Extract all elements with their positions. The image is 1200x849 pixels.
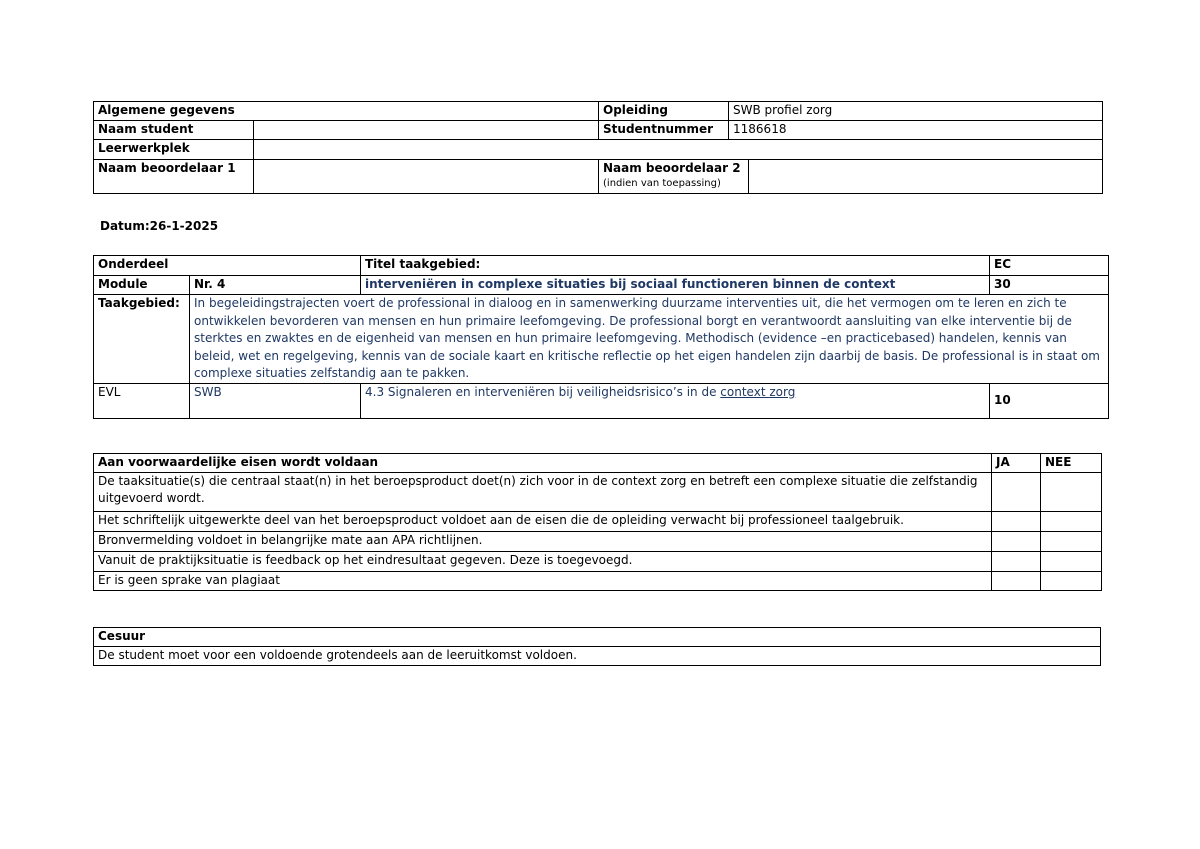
ja-checkbox[interactable] — [992, 512, 1041, 532]
titel-taakgebied-label: Titel taakgebied: — [361, 256, 990, 276]
beoordelaar2-label-cell — [599, 160, 749, 194]
nee-checkbox[interactable] — [1041, 512, 1102, 532]
cesuur-text: De student moet voor een voldoende grotendeels aan de leeruitkomst voldoen. — [94, 647, 1101, 666]
requirement-item: De taaksituatie(s) die centraal staat(n) in het beroepsproduct doet(n) zich voor in de context zorg en betreft een complexe situatie die zelfstandig uitgevoerd wordt. — [94, 473, 992, 512]
beoordelaar1-field[interactable] — [254, 160, 599, 194]
evl-title-cell — [361, 383, 990, 418]
requirement-item: Bronvermelding voldoet in belangrijke mate aan APA richtlijnen. — [94, 532, 992, 552]
cesuur-heading: Cesuur — [94, 628, 1101, 647]
studentnummer-value: 1186618 — [729, 121, 1103, 140]
requirement-item: Vanuit de praktijksituatie is feedback op het eindresultaat gegeven. Deze is toegevoegd. — [94, 552, 992, 572]
naam-student-field[interactable] — [254, 121, 599, 140]
ja-header: JA — [992, 454, 1041, 473]
ja-checkbox[interactable] — [992, 473, 1041, 512]
nee-header: NEE — [1041, 454, 1102, 473]
ec-value: 30 — [990, 276, 1109, 295]
taakgebied-label: Taakgebied: — [94, 295, 190, 384]
beoordelaar1-label: Naam beoordelaar 1 — [94, 160, 254, 194]
evl-swb: SWB — [190, 383, 361, 418]
module-label: Module — [94, 276, 190, 295]
evl-context-link[interactable]: context zorg — [720, 384, 796, 399]
evl-label: EVL — [94, 383, 190, 418]
cesuur-table — [93, 627, 1101, 666]
beoordelaar2-field[interactable] — [749, 160, 1103, 194]
datum: Datum:26-1-2025 — [100, 219, 219, 233]
ja-checkbox[interactable] — [992, 572, 1041, 591]
ec-label: EC — [990, 256, 1109, 276]
leerwerkplek-field[interactable] — [254, 140, 1103, 160]
onderdeel-label: Onderdeel — [94, 256, 361, 276]
nee-checkbox[interactable] — [1041, 473, 1102, 512]
requirements-table — [93, 453, 1102, 591]
studentnummer-label: Studentnummer — [599, 121, 729, 140]
ja-checkbox[interactable] — [992, 552, 1041, 572]
requirements-heading: Aan voorwaardelijke eisen wordt voldaan — [94, 454, 992, 473]
beoordelaar2-note: (indien van toepassing) — [603, 178, 721, 189]
module-table — [93, 255, 1109, 419]
opleiding-label: Opleiding — [599, 102, 729, 121]
beoordelaar2-label: Naam beoordelaar 2 — [603, 161, 741, 175]
module-nr: Nr. 4 — [190, 276, 361, 295]
ja-checkbox[interactable] — [992, 532, 1041, 552]
taakgebied-text: In begeleidingstrajecten voert de professional in dialoog en in samenwerking duurzame interventies uit, die het vermogen om te leren en zich te ontwikkelen bevorderen van mensen en hun primaire leefomgeving. De professional borgt en verantwoordt aansluiting van elke interventie bij de sterktes en zwaktes en de eigenheid van mensen en hun primaire leefomgeving. Methodisch (evidence –en practicebased) handelen, kennis van beleid, wet en regelgeving, kennis van de sociale kaart en kritische reflectie op het eigen handelen zijn daarbij de basis. De professional is in staat om complexe situaties zelfstandig aan te pakken. — [190, 295, 1109, 384]
requirement-item: Het schriftelijk uitgewerkte deel van het beroepsproduct voldoet aan de eisen die de opleiding verwacht bij professioneel taalgebruik. — [94, 512, 992, 532]
nee-checkbox[interactable] — [1041, 532, 1102, 552]
nee-checkbox[interactable] — [1041, 552, 1102, 572]
evl-ec: 10 — [990, 383, 1109, 418]
nee-checkbox[interactable] — [1041, 572, 1102, 591]
general-info-table — [93, 101, 1103, 194]
evl-title: 4.3 Signaleren en interveniëren bij veiligheidsrisico’s in de — [365, 384, 721, 399]
general-info-heading: Algemene gegevens — [94, 102, 599, 121]
requirement-item: Er is geen sprake van plagiaat — [94, 572, 992, 591]
naam-student-label: Naam student — [94, 121, 254, 140]
module-title: interveniëren in complexe situaties bij sociaal functioneren binnen de context — [361, 276, 990, 295]
leerwerkplek-label: Leerwerkplek — [94, 140, 254, 160]
opleiding-value: SWB profiel zorg — [729, 102, 1103, 121]
